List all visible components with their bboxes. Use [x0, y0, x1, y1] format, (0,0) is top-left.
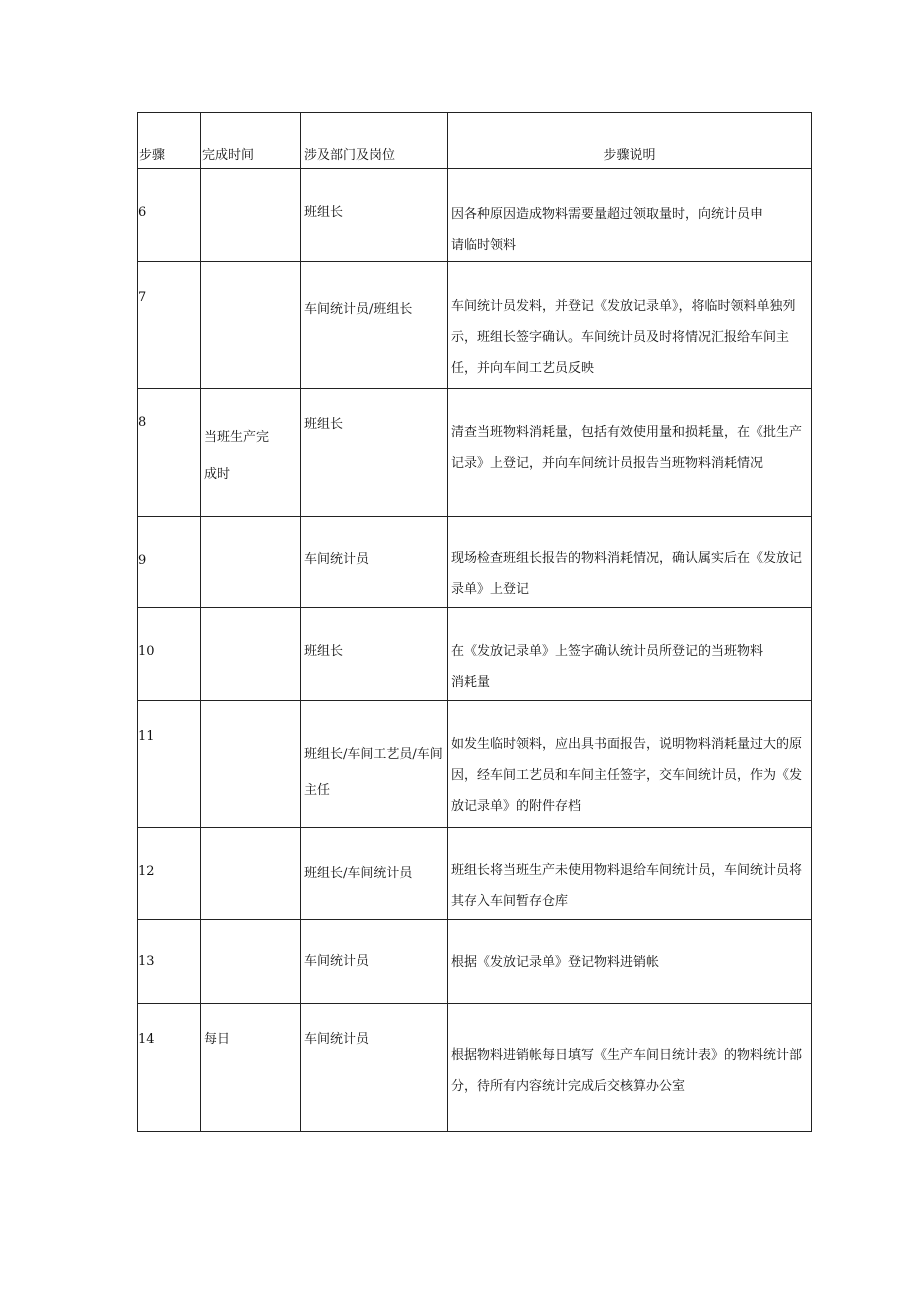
department-position: 车间统计员 [304, 954, 370, 969]
table-row [138, 608, 812, 701]
table-row [138, 517, 812, 608]
step-description: 现场检查班组长报告的物料消耗情况，确认属实后在《发放记录单》上登记 [451, 551, 803, 597]
step-description: 车间统计员发料，并登记《发放记录单》，将临时领料单独列示，班组长签字确认。车间统计员及时将情况汇报给车间主任，并向车间工艺员反映 [451, 299, 796, 376]
step-number: 10 [138, 644, 155, 659]
department-position: 车间统计员 [304, 1032, 370, 1047]
step-number: 7 [138, 290, 147, 305]
table-header-row [138, 113, 812, 169]
department-position: 班组长 [304, 205, 344, 220]
step-number: 13 [138, 954, 155, 969]
table-row [138, 169, 812, 262]
step-description: 班组长将当班生产未使用物料退给车间统计员，车间统计员将其存入车间暂存仓库 [451, 863, 803, 909]
procedure-steps-table [137, 112, 812, 1132]
step-number: 6 [138, 205, 147, 220]
table-row [138, 262, 812, 389]
department-position: 班组长/车间工艺员/车间主任 [304, 747, 443, 798]
step-number: 11 [138, 729, 155, 744]
step-description: 根据《发放记录单》登记物料进销帐 [451, 955, 660, 970]
step-description: 根据物料进销帐每日填写《生产车间日统计表》的物料统计部分，待所有内容统计完成后交核算办公室 [451, 1048, 803, 1094]
department-position: 车间统计员 [304, 552, 370, 567]
step-number: 14 [138, 1032, 155, 1047]
header-completion-time: 完成时间 [201, 113, 301, 169]
step-description: 在《发放记录单》上签字确认统计员所登记的当班物料消耗量 [451, 644, 764, 690]
department-position: 车间统计员/班组长 [304, 302, 413, 317]
department-position: 班组长 [304, 417, 344, 432]
table-row [138, 1004, 812, 1132]
step-description: 清查当班物料消耗量，包括有效使用量和损耗量，在《批生产记录》上登记，并向车间统计员报告当班物料消耗情况 [451, 425, 803, 471]
step-number: 12 [138, 864, 155, 879]
step-description: 如发生临时领料，应出具书面报告，说明物料消耗量过大的原因，经车间工艺员和车间主任签字，交车间统计员，作为《发放记录单》的附件存档 [451, 737, 803, 814]
table-row [138, 828, 812, 920]
table-row [138, 920, 812, 1004]
department-position: 班组长/车间统计员 [304, 866, 413, 881]
step-description: 因各种原因造成物料需要量超过领取量时，向统计员申请临时领料 [451, 207, 764, 253]
completion-time: 当班生产完成时 [204, 430, 270, 482]
completion-time: 每日 [204, 1032, 231, 1047]
step-number: 8 [138, 415, 147, 430]
step-number: 9 [138, 553, 147, 568]
table-row [138, 701, 812, 828]
department-position: 班组长 [304, 644, 344, 659]
header-department-position: 涉及部门及岗位 [301, 113, 448, 169]
header-step: 步骤 [138, 113, 201, 169]
table-row [138, 389, 812, 517]
header-step-description: 步骤说明 [448, 113, 812, 169]
